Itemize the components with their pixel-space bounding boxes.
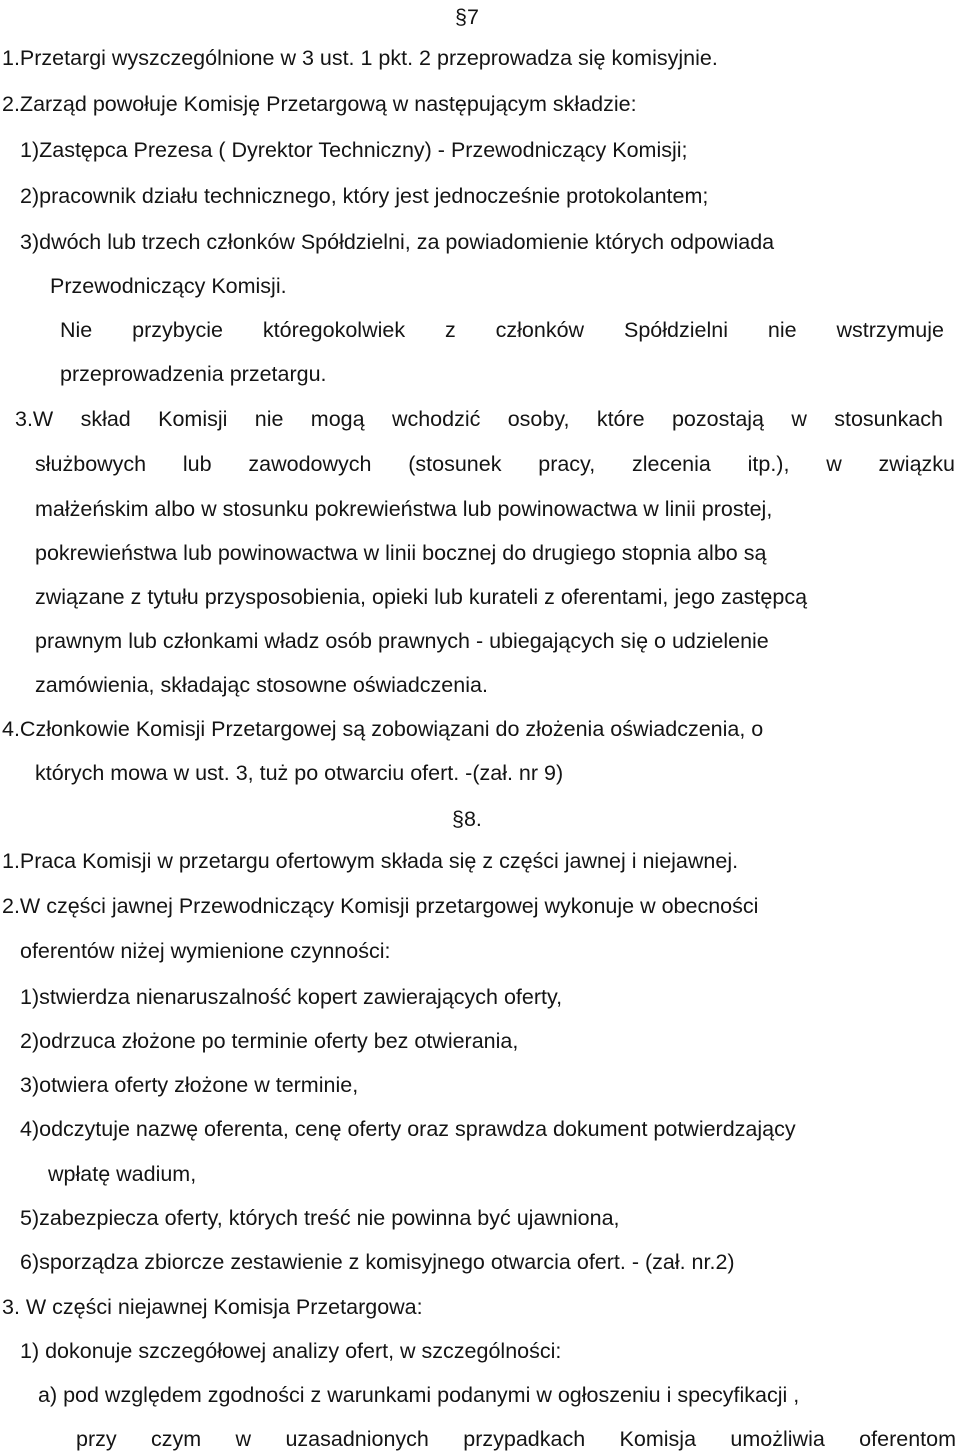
paragraph-7-4-cont: których mowa w ust. 3, tuż po otwarciu ofert. -(zał. nr 9) — [35, 761, 564, 785]
section-8-heading: §8. — [452, 807, 482, 831]
paragraph-8-3: 3. W części niejawnej Komisja Przetargowa: — [2, 1295, 423, 1319]
list-item-7-2-2: 2)pracownik działu technicznego, który jest jednocześnie protokolantem; — [20, 184, 709, 208]
paragraph-7-3-line-7: zamówienia, składając stosowne oświadczenia. — [35, 673, 488, 697]
list-item-7-2-3-cont: Przewodniczący Komisji. — [50, 274, 287, 298]
paragraph-7-3-line-3: małżeńskim albo w stosunku pokrewieństwa lub powinowactwa w linii prostej, — [35, 497, 773, 521]
list-item-8-2-1: 1)stwierdza nienaruszalność kopert zawierających oferty, — [20, 985, 563, 1009]
list-item-8-2-2: 2)odrzuca złożone po terminie oferty bez otwierania, — [20, 1029, 519, 1053]
section-7-heading: §7 — [455, 5, 479, 29]
paragraph-7-1: 1.Przetargi wyszczególnione w 3 ust. 1 pkt. 2 przeprowadza się komisyjnie. — [2, 46, 718, 70]
paragraph-7-2-note: Nie przybycie któregokolwiek z członków Spółdzielni nie wstrzymuje — [60, 318, 944, 342]
list-item-8-3-1: 1) dokonuje szczegółowej analizy ofert, w szczególności: — [20, 1339, 562, 1363]
list-item-8-2-4: 4)odczytuje nazwę oferenta, cenę oferty oraz sprawdza dokument potwierdzający — [20, 1117, 796, 1141]
paragraph-7-2: 2.Zarząd powołuje Komisję Przetargową w następującym składzie: — [2, 92, 637, 116]
list-item-8-2-6: 6)sporządza zbiorcze zestawienie z komisyjnego otwarcia ofert. - (zał. nr.2) — [20, 1250, 735, 1274]
paragraph-7-3-line-5: związane z tytułu przysposobienia, opieki lub kurateli z oferentami, jego zastępcą — [35, 585, 808, 609]
list-item-8-3-1-a: a) pod względem zgodności z warunkami podanymi w ogłoszeniu i specyfikacji , — [38, 1383, 800, 1407]
list-item-7-2-1: 1)Zastępca Prezesa ( Dyrektor Techniczny) - Przewodniczący Komisji; — [20, 138, 688, 162]
list-item-7-2-3: 3)dwóch lub trzech członków Spółdzielni, za powiadomienie których odpowiada — [20, 230, 775, 254]
list-item-8-3-1-a-cont: przy czym w uzasadnionych przypadkach Komisja umożliwia oferentom — [76, 1427, 956, 1451]
paragraph-7-3: 3.W skład Komisji nie mogą wchodzić osoby, które pozostają w stosunkach — [15, 407, 943, 431]
paragraph-8-1: 1.Praca Komisji w przetargu ofertowym składa się z części jawnej i niejawnej. — [2, 849, 739, 873]
paragraph-7-2-note-cont: przeprowadzenia przetargu. — [60, 362, 327, 386]
list-item-8-2-5: 5)zabezpiecza oferty, których treść nie powinna być ujawniona, — [20, 1206, 620, 1230]
paragraph-8-2: 2.W części jawnej Przewodniczący Komisji przetargowej wykonuje w obecności — [2, 894, 759, 918]
paragraph-8-2-cont: oferentów niżej wymienione czynności: — [20, 939, 391, 963]
list-item-8-2-3: 3)otwiera oferty złożone w terminie, — [20, 1073, 359, 1097]
paragraph-7-3-line-2: służbowych lub zawodowych (stosunek pracy, zlecenia itp.), w związku — [35, 452, 955, 476]
list-item-8-2-4-cont: wpłatę wadium, — [48, 1162, 197, 1186]
paragraph-7-3-line-4: pokrewieństwa lub powinowactwa w linii bocznej do drugiego stopnia albo są — [35, 541, 767, 565]
paragraph-7-4: 4.Członkowie Komisji Przetargowej są zobowiązani do złożenia oświadczenia, o — [2, 717, 764, 741]
paragraph-7-3-line-6: prawnym lub członkami władz osób prawnych - ubiegających się o udzielenie — [35, 629, 769, 653]
